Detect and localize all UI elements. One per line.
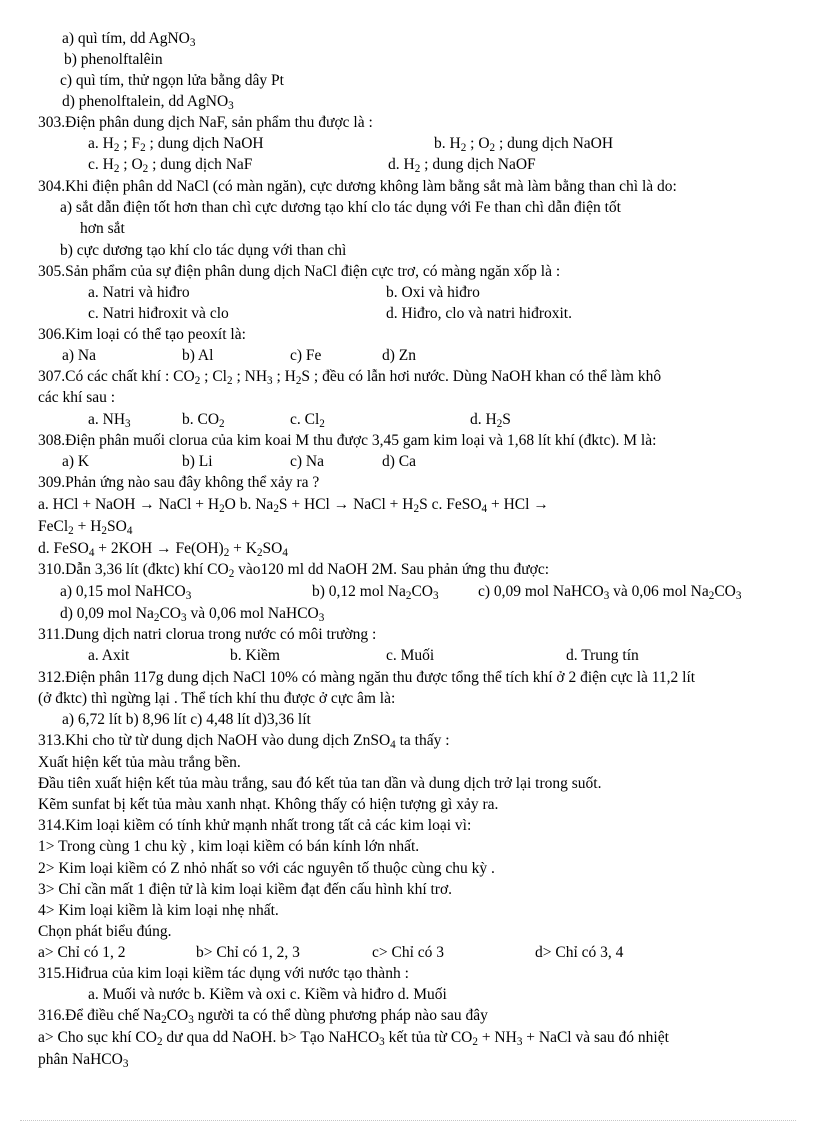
text-line: Đầu tiên xuất hiện kết tủa màu trắng, sau đó kết tủa tan dần và dung dịch trở lại trong suốt. <box>38 775 602 792</box>
text-line: a) Na <box>62 347 96 364</box>
answer-option: d. $H_2S$ <box>470 411 511 431</box>
text-line: 314.Kim loại kiềm có tính khử mạnh nhất trong tất cả các kim loại vì: <box>38 817 472 834</box>
text-line: 2> Kim loại kiềm có Z nhỏ nhất so với các nguyên tố thuộc cùng chu kỳ . <box>38 860 495 877</box>
text-line: b) cực dương tạo khí clo tác dụng với than chì <box>60 242 347 259</box>
answer-option: b. $CO_2$ <box>182 411 225 431</box>
answer-option: d> Chỉ có 3, 4 <box>535 944 624 961</box>
text-line: 1> Trong cùng 1 chu kỳ , kim loại kiềm có bán kính lớn nhất. <box>38 838 420 855</box>
text-line: 315.Hiđrua của kim loại kiềm tác dụng với nước tạo thành : <box>38 965 409 982</box>
text-line: 307.Có các chất khí : $CO_2$ ; $Cl_2$ ; $NH_3$ ; $H_2S$ ; đều có lẫn hơi nước. Dùng NaOH khan có thể làm khô <box>38 368 662 388</box>
text-line: 4> Kim loại kiềm là kim loại nhẹ nhất. <box>38 902 279 919</box>
text-line: c. Natri hiđroxit và clo <box>88 305 229 322</box>
text-line: a. HCl + NaOH → NaCl + $H_2O$ b. $Na_2S$ + HCl → NaCl + $H_2S$ c. FeSO$_4$ + HCl → <box>38 496 549 516</box>
text-line: 304.Khi điện phân dd NaCl (có màn ngăn), cực dương không làm bằng sắt mà làm bằng than chì là do: <box>38 178 677 195</box>
answer-option: c> Chỉ có 3 <box>372 944 445 961</box>
text-line: phân NaHCO$_3$ <box>38 1051 129 1071</box>
answer-option: b. Oxi và hiđro <box>386 284 480 301</box>
text-line: a) K <box>62 453 90 470</box>
text-line: a. $H_2$ ; $F_2$ ; dung dịch NaOH <box>88 135 264 155</box>
text-line: 313.Khi cho từ từ dung dịch NaOH vào dung dịch ZnSO$_4$ ta thấy : <box>38 732 450 752</box>
text-line: a. $NH_3$ <box>88 411 131 431</box>
answer-option: c. $Cl_2$ <box>290 411 325 431</box>
text-line: Xuất hiện kết tủa màu trắng bền. <box>38 754 241 771</box>
text-line: a) quì tím, dd AgNO$_3$ <box>62 30 196 50</box>
text-line: a> Cho sục khí $CO_2$ dư qua dd NaOH. b> Tạo NaHCO$_3$ kết tủa từ $CO_2 + NH_3$ + NaCl và sau đó nhiệt <box>38 1029 669 1049</box>
text-line: 305.Sản phẩm của sự điện phân dung dịch NaCl điện cực trơ, có màng ngăn xốp là : <box>38 263 561 280</box>
answer-option: b> Chỉ có 1, 2, 3 <box>196 944 300 961</box>
answer-option: b) Li <box>182 453 213 470</box>
answer-option: d) Zn <box>382 347 417 364</box>
text-line: 311.Dung dịch natri clorua trong nước có môi trường : <box>38 626 377 643</box>
text-line: các khí sau : <box>38 389 116 406</box>
text-line: a) sắt dẫn điện tốt hơn than chì cực dương tạo khí clo tác dụng với Fe than chì dẫn điện tốt <box>60 199 621 216</box>
text-line: c. $H_2$ ; $O_2$ ; dung dịch NaF <box>88 156 253 176</box>
text-line: 303.Điện phân dung dịch NaF, sản phẩm thu được là : <box>38 114 373 131</box>
answer-option: b) Al <box>182 347 214 364</box>
answer-option: c) Fe <box>290 347 322 364</box>
text-line: 312.Điện phân 117g dung dịch NaCl 10% có màng ngăn thu được tổng thể tích khí ở 2 điện cực là 11,2 lít <box>38 669 696 686</box>
answer-option: d) Ca <box>382 453 417 470</box>
text-line: 308.Điện phân muối clorua của kim koai M thu được 3,45 gam kim loại và 1,68 lít khí (đktc). M là: <box>38 432 657 449</box>
text-line: b) phenolftalêin <box>64 51 163 68</box>
text-line: d. FeSO$_4$ + $2KOH \to Fe(OH)_2 + K_2SO_4$ <box>38 540 288 560</box>
text-line: 309.Phản ứng nào sau đây không thể xảy ra ? <box>38 474 320 491</box>
text-line: 3> Chỉ cần mất 1 điện tử là kim loại kiềm đạt đến cấu hình khí trơ. <box>38 881 453 898</box>
text-line: c) quì tím, thử ngọn lửa bằng dây Pt <box>60 72 284 89</box>
text-line: d) 0,09 mol $Na_2CO_3$ và 0,06 mol NaHCO$_3$ <box>60 605 325 625</box>
answer-option: d. Hiđro, clo và natri hiđroxit. <box>386 305 572 322</box>
text-line: hơn sắt <box>80 220 125 237</box>
text-line: a. Muối và nước b. Kiềm và oxi c. Kiềm và hiđro d. Muối <box>88 986 447 1003</box>
text-line: FeCl$_2$ + $H_2SO_4$ <box>38 518 133 538</box>
answer-option: d. $H_2$ ; dung dịch NaOF <box>388 156 536 176</box>
text-line: 316.Để điều chế $Na_2CO_3$ người ta có thể dùng phương pháp nào sau đây <box>38 1007 488 1027</box>
answer-option: c) Na <box>290 453 324 470</box>
text-line: a. Axit <box>88 647 130 664</box>
answer-option: c) 0,09 mol NaHCO$_3$ và 0,06 mol $Na_2CO_3$ <box>478 583 742 603</box>
text-line: Kẽm sunfat bị kết tủa màu xanh nhạt. Không thấy có hiện tượng gì xảy ra. <box>38 796 499 813</box>
answer-option: c. Muối <box>386 647 435 664</box>
text-line: 306.Kim loại có thể tạo peoxít là: <box>38 326 246 343</box>
page-bottom-rule <box>20 1120 796 1121</box>
text-line: d) phenolftalein, dd AgNO$_3$ <box>62 93 234 113</box>
answer-option: b. Kiềm <box>230 647 280 664</box>
answer-option: b. $H_2$ ; $O_2$ ; dung dịch NaOH <box>434 135 614 155</box>
text-line: a. Natri và hiđro <box>88 284 190 301</box>
text-line: a) 6,72 lít b) 8,96 lít c) 4,48 lít d)3,36 lít <box>62 711 311 728</box>
text-line: a> Chỉ có 1, 2 <box>38 944 126 961</box>
text-line: Chọn phát biểu đúng. <box>38 923 172 940</box>
text-line: (ở đktc) thì ngừng lại . Thể tích khí thu được ở cực âm là: <box>38 690 396 707</box>
answer-option: b) 0,12 mol $Na_2CO_3$ <box>312 583 439 603</box>
text-line: 310.Dẫn 3,36 lít (đktc) khí $CO_2$ vào120 ml dd NaOH 2M. Sau phản ứng thu được: <box>38 561 550 581</box>
text-line: a) 0,15 mol NaHCO$_3$ <box>60 583 192 603</box>
answer-option: d. Trung tín <box>566 647 639 664</box>
